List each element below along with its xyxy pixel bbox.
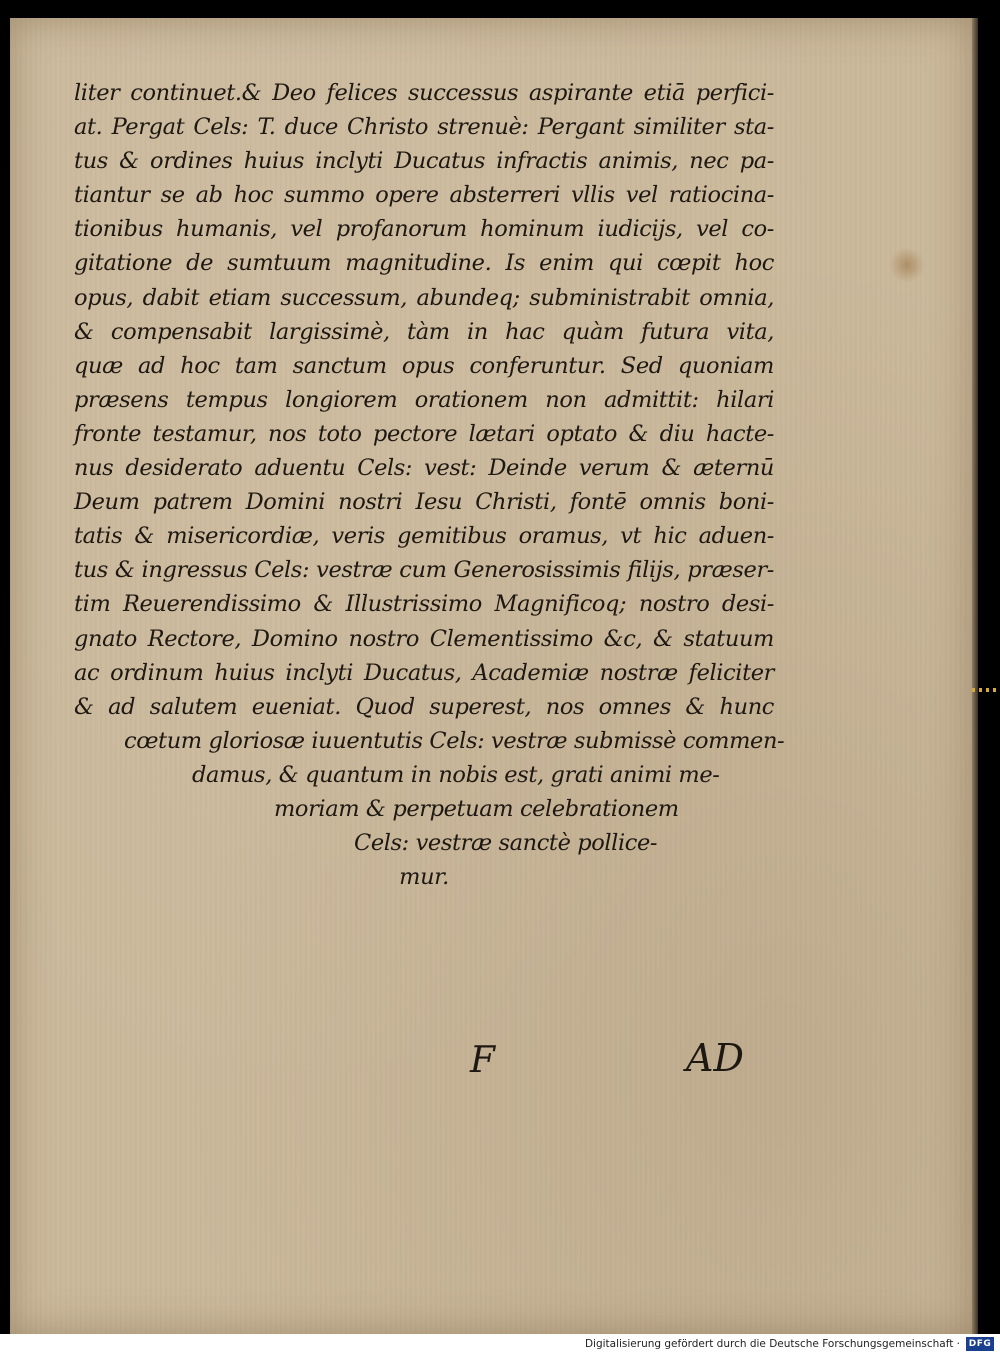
- text-line: præsens tempus longiorem orationem non admittit: hilari: [74, 386, 774, 413]
- text-line: fronte testamur, nos toto pectore lætari optato & diu hacte-: [74, 420, 774, 447]
- text-line: cœtum gloriosæ iuuentutis Cels: vestræ submissè commen-: [124, 727, 785, 754]
- text-line: damus, & quantum in nobis est, grati animi me-: [192, 761, 720, 788]
- footer-bar: [0, 1334, 1000, 1356]
- text-line: gitatione de sumtuum magnitudine. Is enim qui cœpit hoc: [74, 250, 774, 277]
- text-line: tim Reuerendissimo & Illustrissimo Magnificoq; nostro desi-: [74, 591, 774, 618]
- text-line: moriam & perpetuam celebrationem: [274, 795, 679, 822]
- edge-marker-dots: [972, 688, 1000, 692]
- text-line: tus & ingressus Cels: vestræ cum Generosissimis filijs, præser-: [74, 557, 774, 584]
- text-line: & compensabit largissimè, tàm in hac quàm futura vita,: [74, 318, 774, 345]
- text-line: tus & ordines huius inclyti Ducatus infractis animis, nec pa-: [74, 148, 774, 175]
- text-line: tiantur se ab hoc summo opere absterreri vllis vel ratiocina-: [74, 182, 774, 209]
- text-line: tionibus humanis, vel profanorum hominum iudicijs, vel co-: [74, 216, 774, 243]
- text-line: Cels: vestræ sanctè pollice-: [354, 830, 658, 857]
- text-line: liter continuet.& Deo felices successus aspirante etiā perfici-: [74, 80, 774, 106]
- text-line: tatis & misericordiæ, veris gemitibus oramus, vt hic aduen-: [74, 523, 774, 550]
- text-line: Deum patrem Domini nostri Iesu Christi, fontē omnis boni-: [74, 489, 774, 516]
- text-line: gnato Rectore, Domino nostro Clementissimo &c, & statuum: [74, 625, 774, 652]
- catchword: AD: [686, 1036, 744, 1080]
- signature-mark: F: [470, 1040, 495, 1081]
- text-line: ac ordinum huius inclyti Ducatus, Academiæ nostræ feliciter: [74, 659, 774, 686]
- text-line: at. Pergat Cels: T. duce Christo strenuè: Pergant similiter sta-: [74, 114, 774, 141]
- paper-stain: [888, 248, 926, 282]
- footer-credit: Digitalisierung gefördert durch die Deutsche Forschungsgemeinschaft ·: [584, 1338, 960, 1350]
- text-line: & ad salutem eueniat. Quod superest, nos omnes & hunc: [74, 693, 774, 720]
- text-line: opus, dabit etiam successum, abundeq; subministrabit omnia,: [74, 284, 774, 311]
- text-line-final: mur.: [399, 864, 449, 891]
- dfg-logo-icon: DFG: [966, 1337, 994, 1351]
- page-edge: [972, 18, 978, 1334]
- text-line: quæ ad hoc tam sanctum opus conferuntur. Sed quoniam: [74, 352, 774, 379]
- body-text: [74, 76, 785, 894]
- text-line: nus desiderato aduentu Cels: vest: Deinde verum & æternū: [74, 455, 774, 482]
